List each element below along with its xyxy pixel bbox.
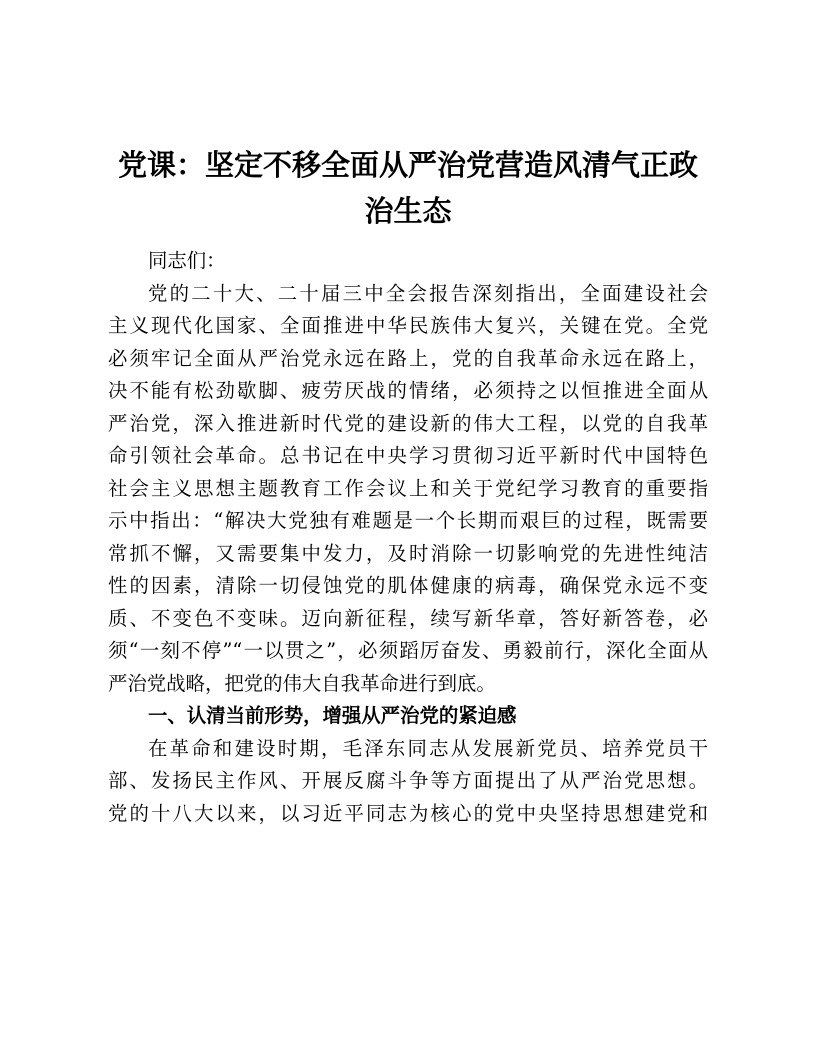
paragraph-line: 严治党，深入推进新时代党的建设新的伟大工程，以党的自我革 [108, 411, 708, 435]
paragraph-line: 必须牢记全面从严治党永远在路上，党的自我革命永远在路上， [108, 346, 708, 370]
document-title-line-1: 党课：坚定不移全面从严治党营造风清气正政 [117, 148, 698, 182]
paragraph-line: 常抓不懈，又需要集中发力，及时消除一切影响党的先进性纯洁 [108, 541, 708, 565]
paragraph-line: 质、不变色不变味。迈向新征程，续写新华章，答好新答卷，必 [108, 606, 708, 630]
paragraph-line: 决不能有松劲歇脚、疲劳厌战的情绪，必须持之以恒推进全面从 [108, 379, 708, 402]
paragraph-line: 性的因素，清除一切侵蚀党的肌体健康的病毒，确保党永远不变 [108, 574, 708, 597]
paragraph-line: 命引领社会革命。总书记在中央学习贯彻习近平新时代中国特色 [108, 444, 708, 467]
paragraph-1 [108, 278, 708, 701]
section-heading-1: 一、认清当前形势，增强从严治党的紧迫感 [148, 704, 517, 727]
paragraph-line: 在革命和建设时期，毛泽东同志从发展新党员、培养党员干 [148, 736, 708, 760]
salutation: 同志们： [148, 249, 226, 272]
document-body [108, 245, 708, 830]
paragraph-line: 主义现代化国家、全面推进中华民族伟大复兴，关键在党。全党 [108, 314, 708, 337]
paragraph-line: 严治党战略，把党的伟大自我革命进行到底。 [108, 671, 496, 695]
paragraph-line: 社会主义思想主题教育工作会议上和关于党纪学习教育的重要指 [108, 476, 708, 500]
paragraph-line: 党的十八大以来，以习近平同志为核心的党中央坚持思想建党和 [108, 801, 708, 825]
paragraph-2 [108, 733, 708, 831]
document-title-line-2: 治生态 [364, 194, 452, 228]
paragraph-line: 部、发扬民主作风、开展反腐斗争等方面提出了从严治党思想。 [108, 769, 708, 792]
paragraph-line: 党的二十大、二十届三中全会报告深刻指出，全面建设社会 [148, 281, 708, 305]
paragraph-line: 须“一刻不停”“一以贯之”，必须蹈厉奋发、勇毅前行，深化全面从 [108, 639, 708, 662]
paragraph-line: 示中指出：“解决大党独有难题是一个长期而艰巨的过程，既需要 [108, 509, 708, 532]
